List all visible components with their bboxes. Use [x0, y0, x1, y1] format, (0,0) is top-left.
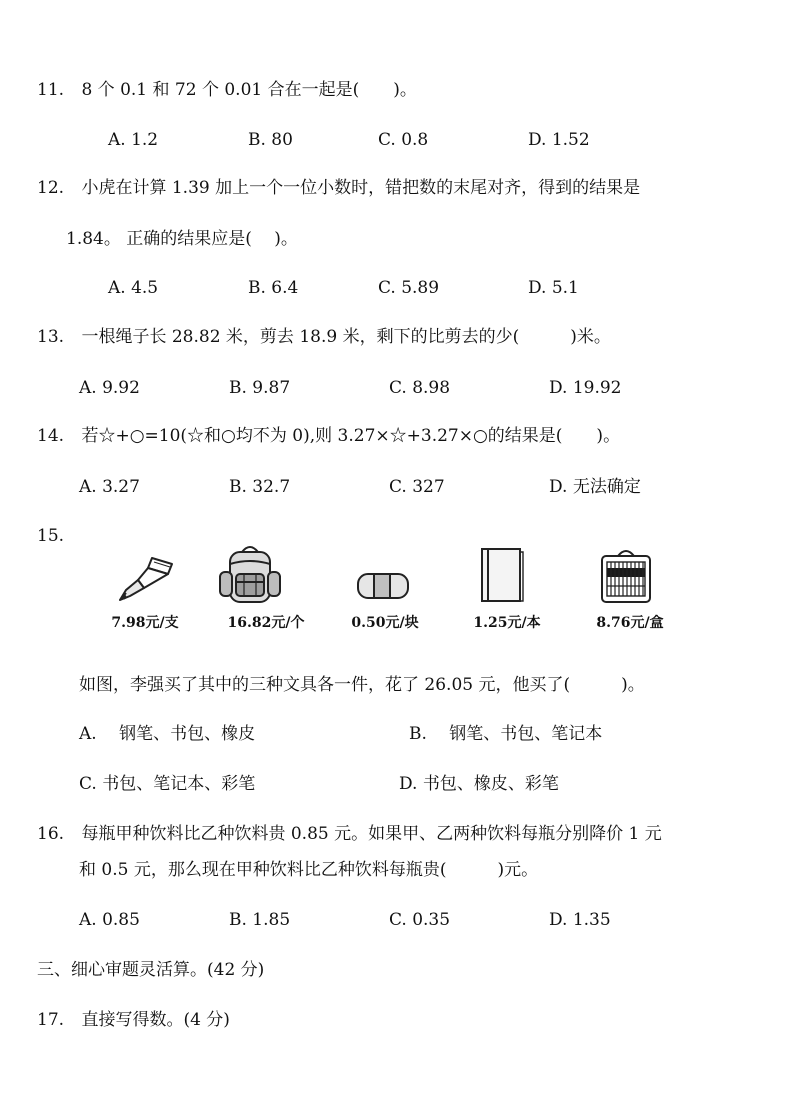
color-pen-box-price: 8.76元/盒	[596, 615, 664, 631]
backpack-price: 16.82元/个	[227, 615, 305, 631]
color-pen-box-icon	[598, 546, 654, 604]
option-c: C. 0.35	[389, 910, 451, 930]
question-14	[37, 424, 620, 448]
question-11	[37, 78, 417, 102]
option-d: D. 19.92	[549, 378, 622, 398]
option-d: D. 1.35	[549, 910, 611, 930]
eraser-icon	[356, 570, 412, 602]
question-text: 一根绳子长 28.82 米，剪去 18.9 米，剩下的比剪去的少( )米。	[81, 327, 611, 347]
question-text: 8 个 0.1 和 72 个 0.01 合在一起是( )。	[81, 80, 417, 100]
question-text: 直接写得数。(4 分)	[81, 1010, 230, 1030]
option-b: B. 32.7	[229, 477, 291, 497]
question-text: 每瓶甲种饮料比乙种饮料贵 0.85 元。如果甲、乙两种饮料每瓶分别降价 1 元	[81, 824, 662, 844]
option-a: A. 4.5	[108, 278, 159, 298]
option-d: D. 1.52	[528, 130, 590, 150]
question-number: 16.	[37, 824, 65, 844]
notebook-icon	[478, 546, 526, 604]
option-b: B. 80	[248, 130, 293, 150]
question-15-number: 15.	[37, 526, 65, 546]
question-17	[37, 1008, 230, 1032]
option-c: C. 5.89	[378, 278, 440, 298]
pen-icon	[108, 552, 180, 604]
option-b: B. 9.87	[229, 378, 291, 398]
section-heading: 三、细心审题灵活算。(42 分)	[37, 960, 265, 980]
option-a: A. 0.85	[79, 910, 140, 930]
option-c: C. 8.98	[389, 378, 451, 398]
option-d: D. 无法确定	[549, 477, 641, 497]
question-number: 13.	[37, 327, 65, 347]
eraser-price: 0.50元/块	[351, 615, 419, 631]
option-d: D. 书包、橡皮、彩笔	[399, 774, 559, 794]
question-text: 小虎在计算 1.39 加上一个一位小数时，错把数的末尾对齐，得到的结果是	[81, 178, 641, 198]
notebook-price: 1.25元/本	[473, 615, 541, 631]
option-a: A. 钢笔、书包、橡皮	[79, 724, 256, 744]
question-text: 若☆+○=10(☆和○均不为 0),则 3.27×☆+3.27×○的结果是( )。	[81, 426, 621, 446]
question-number: 14.	[37, 426, 65, 446]
question-16	[37, 822, 662, 846]
option-a: A. 1.2	[108, 130, 159, 150]
question-12	[37, 176, 640, 200]
option-c: C. 0.8	[378, 130, 429, 150]
option-a: A. 9.92	[79, 378, 140, 398]
question-number: 12.	[37, 178, 65, 198]
option-c: C. 327	[389, 477, 445, 497]
question-12-line2: 1.84。 正确的结果应是( )。	[66, 229, 298, 249]
option-c: C. 书包、笔记本、彩笔	[79, 774, 256, 794]
question-number: 11.	[37, 80, 65, 100]
option-b: B. 6.4	[248, 278, 299, 298]
question-15-text: 如图，李强买了其中的三种文具各一件，花了 26.05 元，他买了( )。	[79, 675, 645, 695]
pen-price: 7.98元/支	[111, 615, 179, 631]
question-number: 17.	[37, 1010, 65, 1030]
option-b: B. 钢笔、书包、笔记本	[409, 724, 603, 744]
question-13	[37, 325, 611, 349]
option-d: D. 5.1	[528, 278, 579, 298]
option-b: B. 1.85	[229, 910, 291, 930]
option-a: A. 3.27	[79, 477, 140, 497]
backpack-icon	[216, 544, 284, 606]
question-16-line2: 和 0.5 元，那么现在甲种饮料比乙种饮料每瓶贵( )元。	[79, 860, 539, 880]
